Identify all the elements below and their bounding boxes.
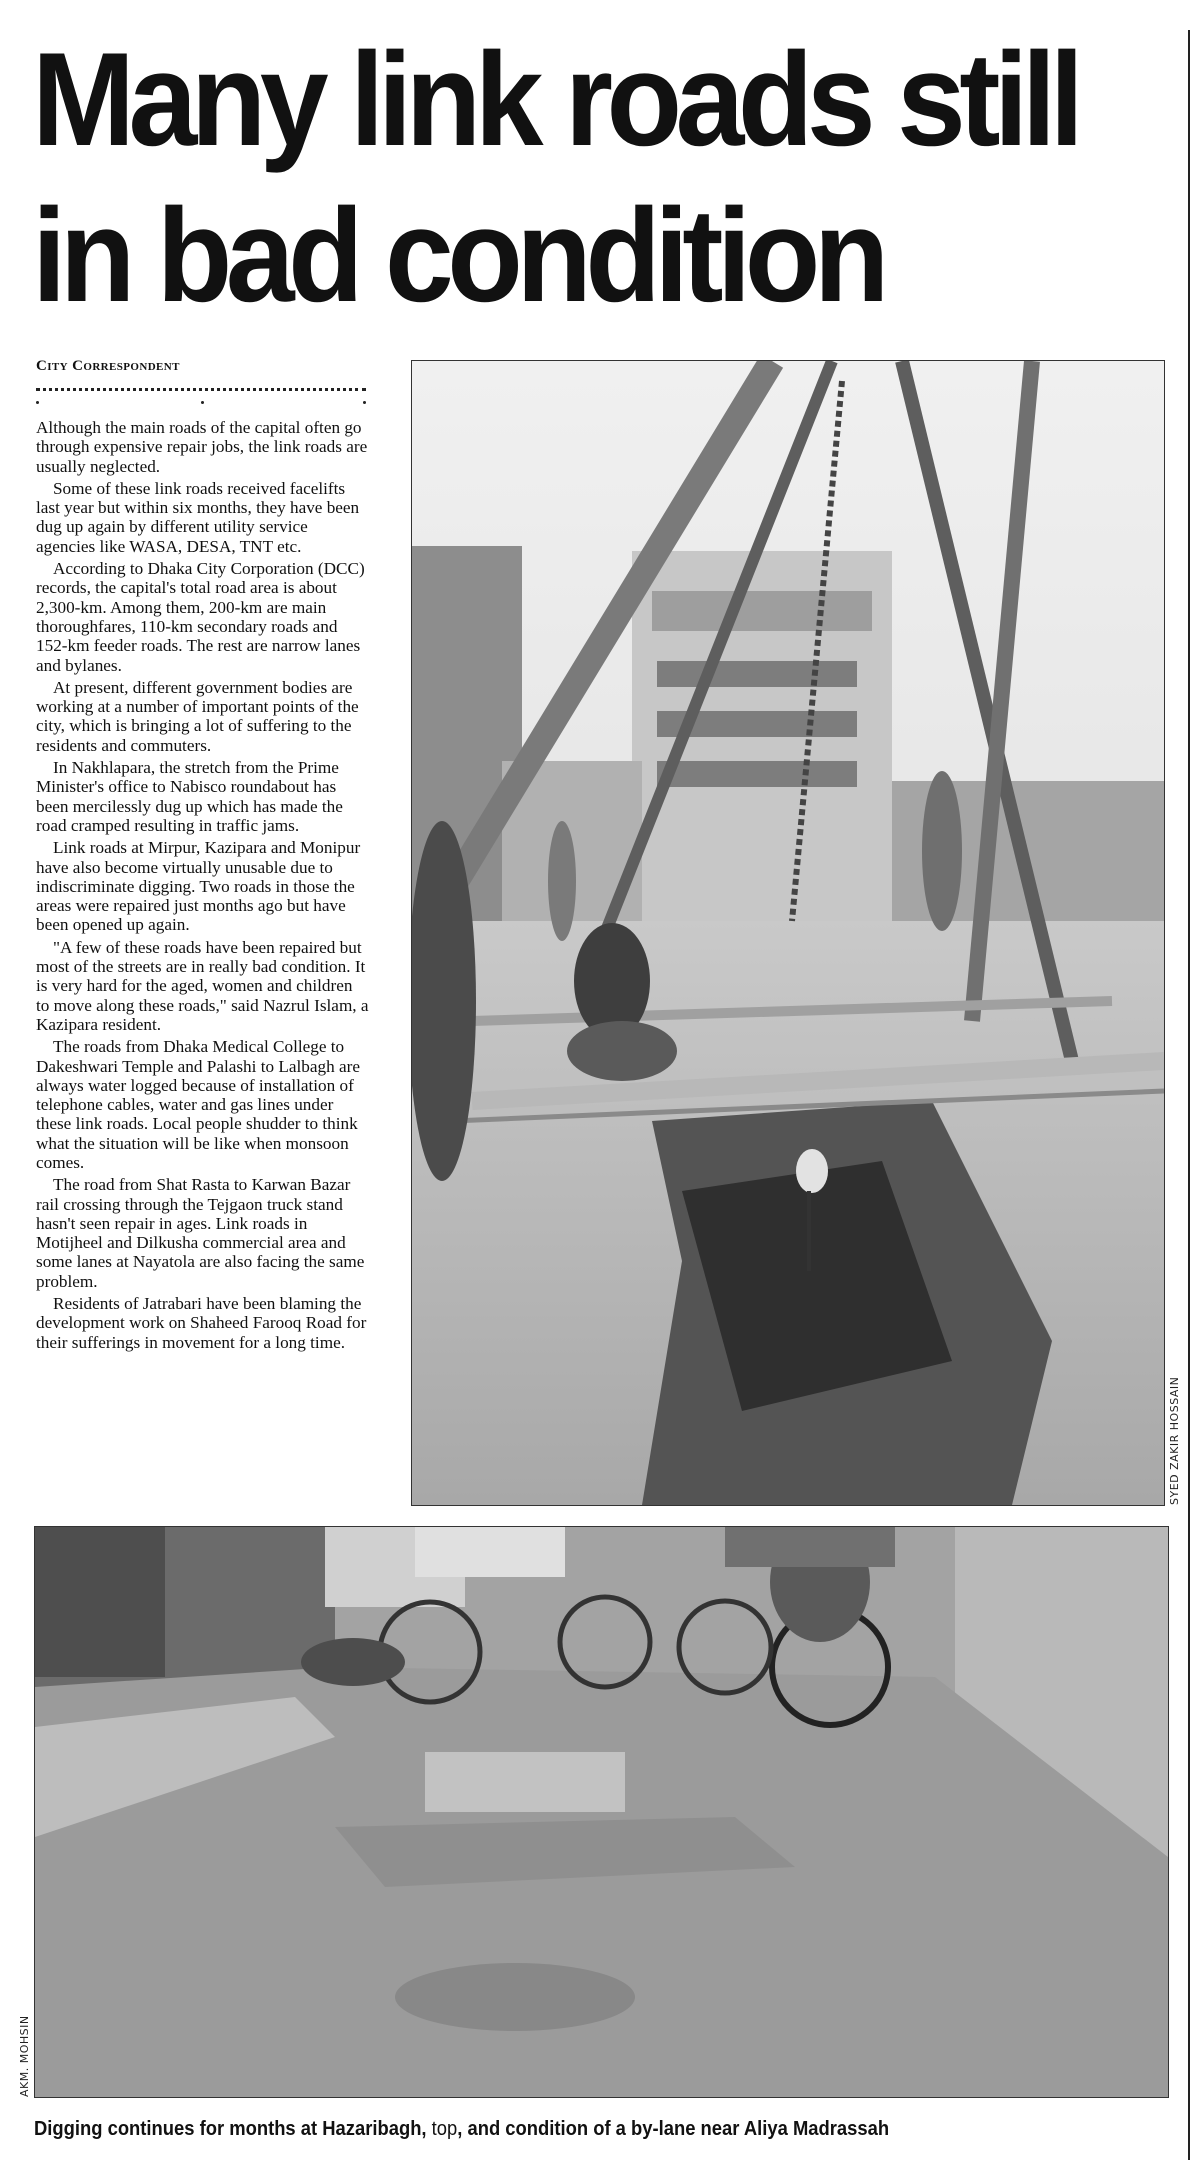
caption-part-2: top (431, 2118, 458, 2140)
article-paragraph: At present, different government bodies are working at a number of important points of the city, which is bringing a lot of suffering to the residents and commuters. (36, 677, 359, 755)
article-paragraph: "A few of these roads have been repaired but most of the streets are in really bad condition. It is very hard for the aged, women and children to move along these roads," said Nazrul Islam, a Kazipara resident. (36, 937, 369, 1034)
headline-line-2: in bad condition (32, 182, 883, 330)
article-paragraph: Residents of Jatrabari have been blaming the development work on Shaheed Farooq Road for their sufferings in movement for a long time. (36, 1294, 367, 1352)
photo-caption (34, 2118, 1074, 2141)
article-body (36, 418, 370, 1355)
article-paragraph: Although the main roads of the capital often go through expensive repair jobs, the link roads are usually neglected. (36, 418, 368, 476)
photo-by-lane (34, 1526, 1169, 2098)
article-paragraph: Some of these link roads received facelifts last year but within six months, they have been dug up again by different utility service agencies like WASA, DESA, TNT etc. (36, 478, 360, 556)
article-paragraph: The road from Shat Rasta to Karwan Bazar rail crossing through the Tejgaon truck stand hasn't seen repair in ages. Link roads in Motijheel and Dilkusha commercial area and some lanes at Nayatola are also facing the same problem. (36, 1175, 365, 1291)
byline-divider (36, 388, 366, 413)
article-paragraph: In Nakhlapara, the stretch from the Prime Minister's office to Nabisco roundabout has been mercilessly dug up which has made the road cramped resulting in traffic jams. (36, 758, 343, 835)
byline: City Correspondent (36, 358, 180, 374)
article-paragraph: Link roads at Mirpur, Kazipara and Monipur have also become virtually unusable due to indiscriminate digging. Two roads in those the areas were repaired just months ago but have been opened up again. (36, 838, 361, 935)
headline-line-1: Many link roads still (32, 26, 1078, 174)
photo-excavation (411, 360, 1165, 1506)
photo-credit-bottom: AKM. MOHSIN (18, 2015, 31, 2097)
article-paragraph: According to Dhaka City Corporation (DCC) records, the capital's total road area is about 2,300-km. Among them, 200-km are main thoroughfares, 110-km secondary roads and 152-km feeder roads. The rest are narrow lanes and bylanes. (36, 559, 365, 675)
caption-part-1: Digging continues for months at Hazaribagh, (34, 2118, 427, 2140)
article-paragraph: The roads from Dhaka Medical College to Dakeshwari Temple and Palashi to Lalbagh are always water logged because of installation of telephone cables, water and gas lines under these link roads. Local people shudder to think what the situation will be like when monsoon comes. (36, 1037, 360, 1172)
headline (32, 22, 1083, 334)
column-rule (1188, 30, 1190, 2160)
photo-credit-top: SYED ZAKIR HOSSAIN (1168, 1376, 1181, 1505)
caption-part-3: , and condition of a by-lane near Aliya Madrassah (457, 2118, 890, 2140)
